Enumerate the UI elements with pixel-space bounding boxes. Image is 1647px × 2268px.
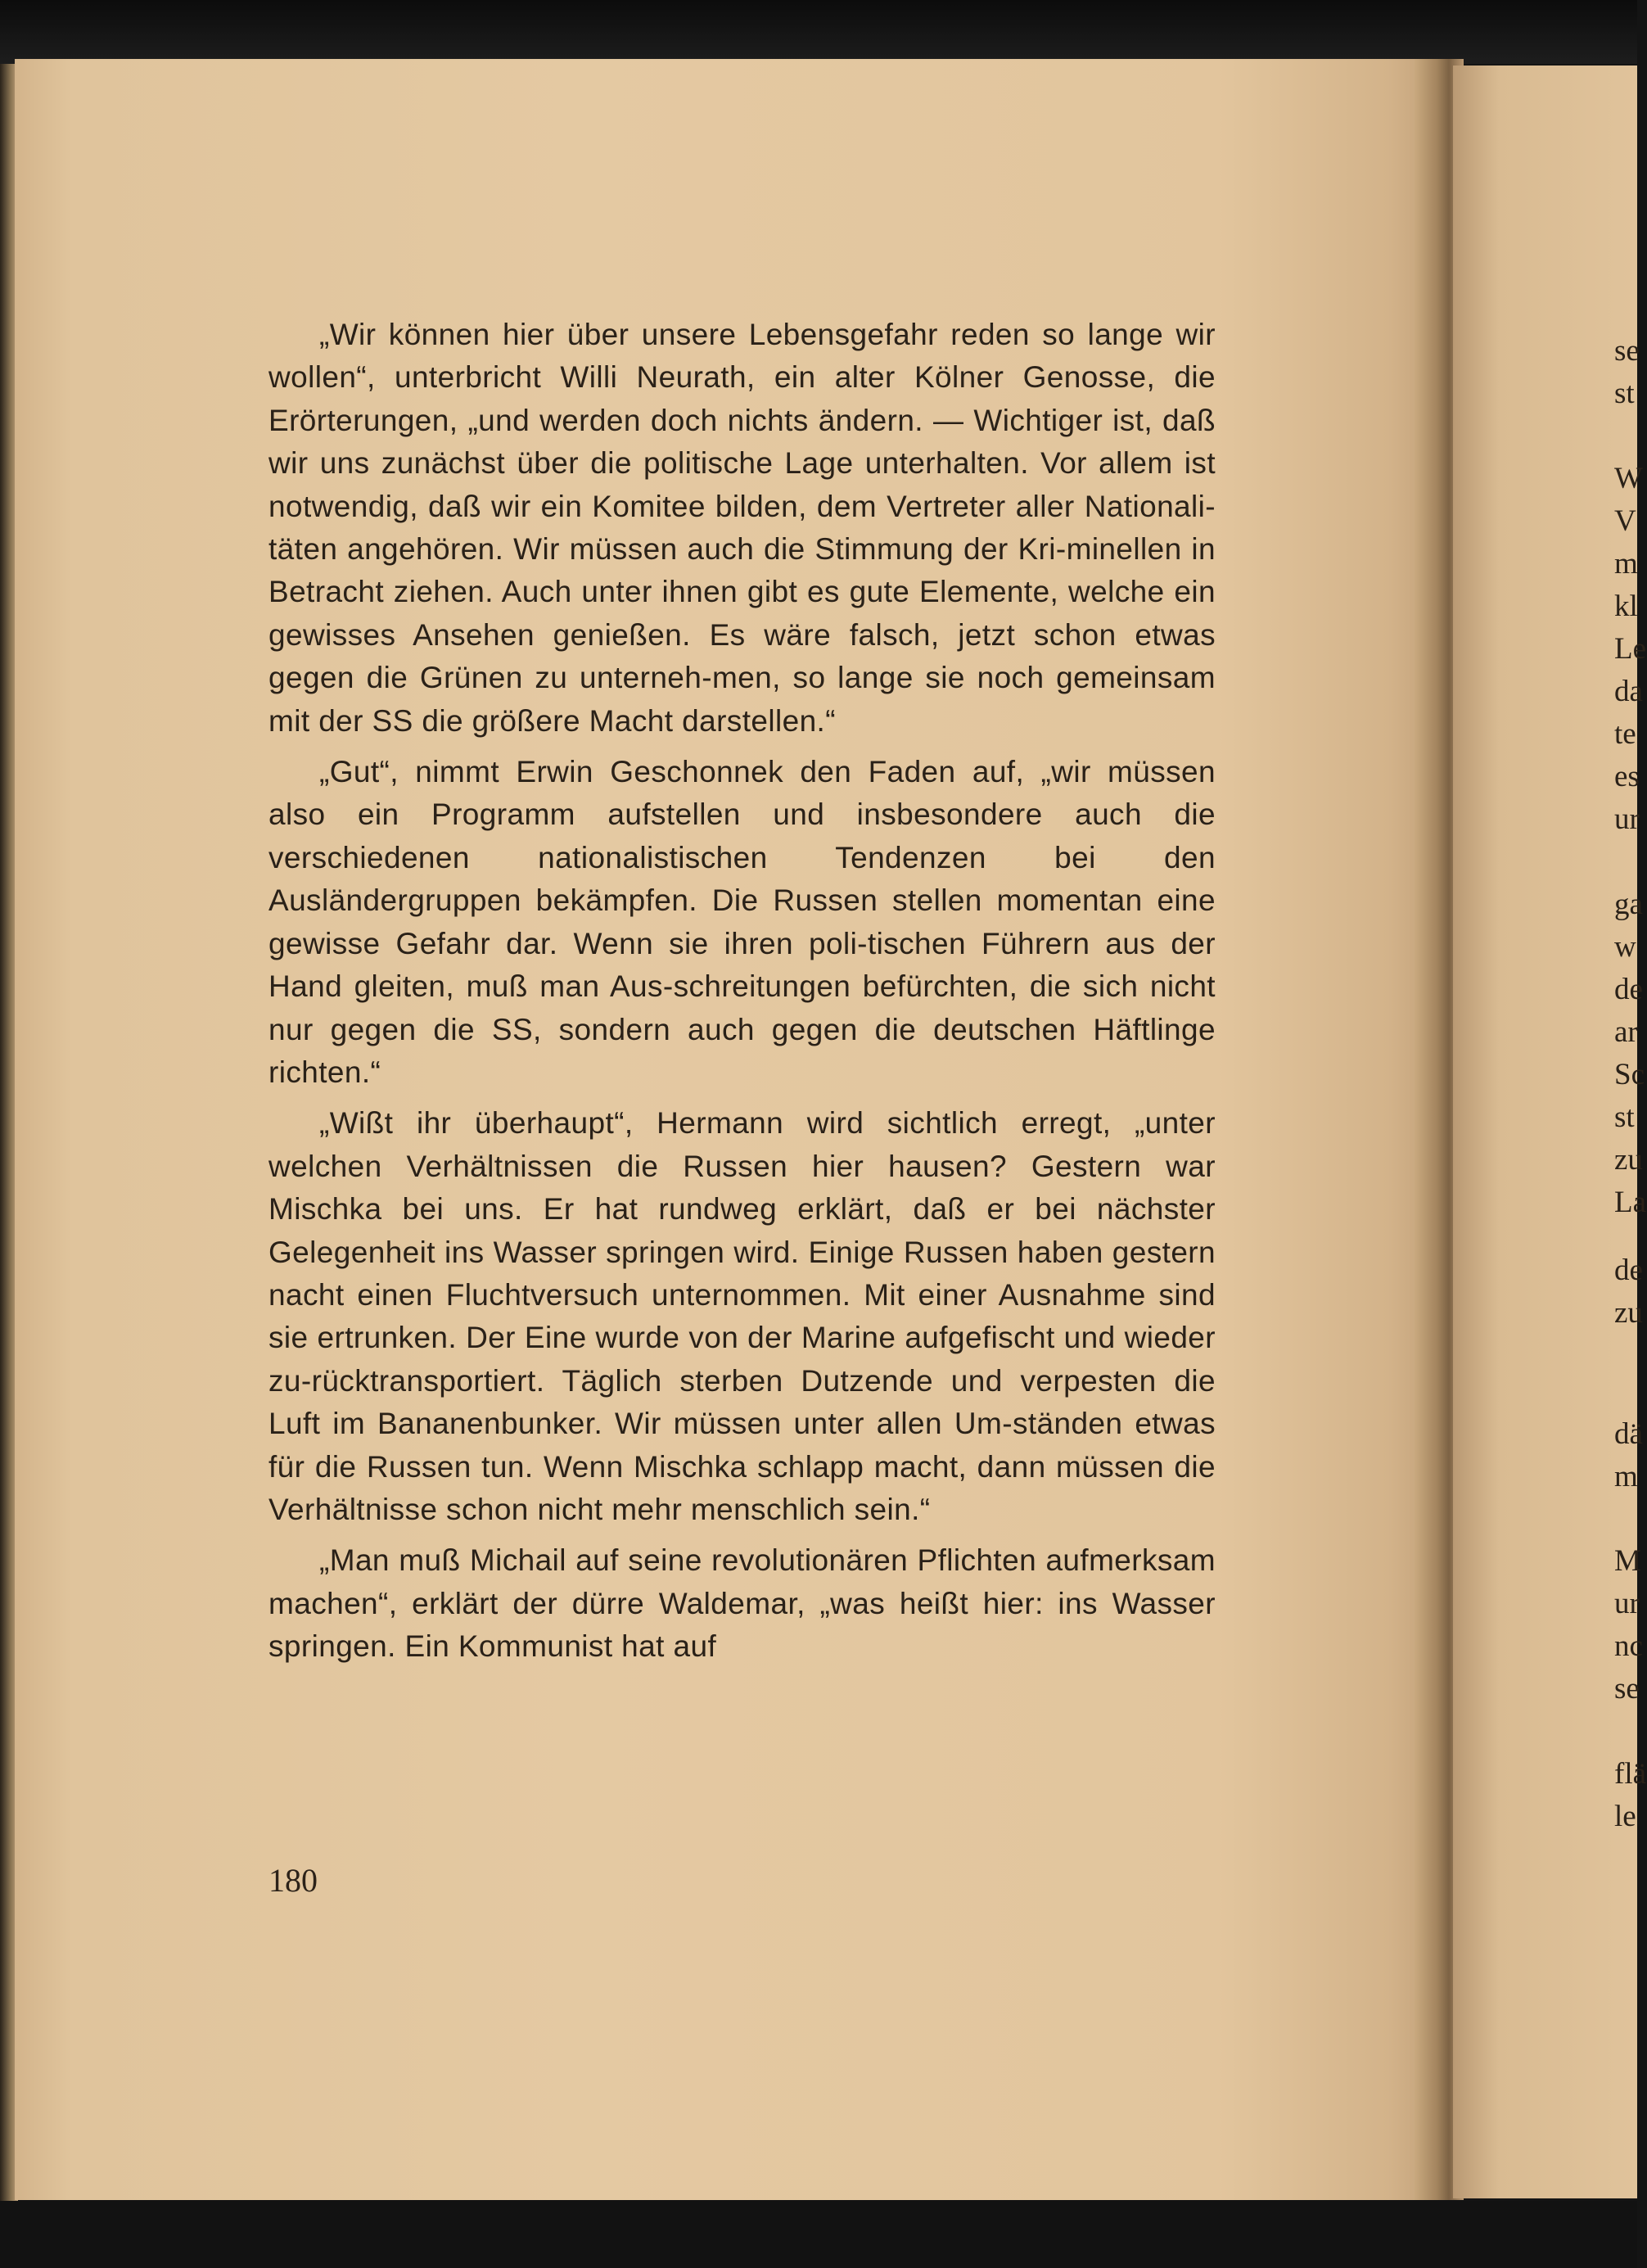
facing-fragment: st [1614,377,1635,410]
facing-fragment: zu [1614,1143,1643,1177]
facing-fragment: es [1614,760,1640,793]
facing-fragment: Le [1614,632,1647,666]
right-page [1453,66,1637,2198]
facing-fragment: kl [1614,590,1638,623]
facing-fragment: nc [1614,1629,1643,1663]
scan-bottom-border [0,2201,1637,2268]
facing-fragment: ga [1614,888,1643,921]
facing-fragment: w [1614,930,1636,964]
facing-fragment: V [1614,504,1636,538]
facing-fragment: La [1614,1186,1647,1219]
facing-fragment: dä [1614,1417,1643,1451]
facing-fragment: m [1614,1460,1638,1493]
paragraph: „Gut“, nimmt Erwin Geschonnek den Faden auf, „wir müssen also ein Programm aufstellen und insbesondere auch die verschiedenen nationalistischen Tendenzen bei den Ausländergruppen bekämpfen. Die Russen stellen momentan eine gewisse Gefahr dar. Wenn sie ihren poli-tischen Führern aus der Hand gleiten, muß man Aus-schreitungen befürchten, die sich nicht nur gegen die SS, sondern auch gegen die deutschen Häftlinge richten.“ [268,755,1216,1089]
facing-fragment: te [1614,717,1636,751]
facing-fragment: st [1614,1100,1635,1134]
facing-page-text-fragments [1614,0,1647,2268]
facing-fragment: flä [1614,1757,1647,1791]
paragraph: „Wir können hier über unsere Lebensgefahr reden so lange wir wollen“, unterbricht Willi Neurath, ein alter Kölner Genosse, die Erörterungen, „und werden doch nichts ändern. — Wichtiger ist, daß wir uns zunächst über die politische Lage unterhalten. Vor allem ist notwendig, daß wir ein Komitee bilden, dem Vertreter aller Nationali-täten angehören. Wir müssen auch die Stimmung der Kri-minellen in Betracht ziehen. Auch unter ihnen gibt es gute Elemente, welche ein gewisses Ansehen genießen. Es wäre falsch, jetzt schon etwas gegen die Grünen zu unterneh-men, so lange sie noch gemeinsam mit der SS die größere Macht darstellen.“ [268,318,1216,738]
facing-fragment: da [1614,675,1643,708]
facing-fragment: ar [1614,1015,1638,1049]
paragraph: „Man muß Michail auf seine revolutionären Pflichten aufmerksam machen“, erklärt der dürre Waldemar, „was heißt hier: ins Wasser springen. Ein Kommunist hat auf [268,1543,1216,1664]
facing-fragment: W [1614,462,1643,495]
page-number: 180 [268,1862,318,1899]
facing-fragment: Sc [1614,1058,1645,1091]
facing-fragment: m [1614,547,1638,581]
facing-fragment: de [1614,973,1643,1006]
facing-fragment: M [1614,1544,1641,1578]
facing-fragment: zu [1614,1296,1643,1330]
facing-fragment: de [1614,1254,1643,1287]
facing-fragment: ur [1614,802,1640,836]
paragraph: „Wißt ihr überhaupt“, Hermann wird sichtlich erregt, „unter welchen Verhältnissen die Russen hier hausen? Gestern war Mischka bei uns. Er hat rundweg erklärt, daß er bei nächster Gelegenheit ins Wasser springen wird. Einige Russen haben gestern nacht einen Fluchtversuch unternommen. Mit einer Ausnahme sind sie ertrunken. Der Eine wurde von der Marine aufgefischt und wieder zu-rücktransportiert. Täglich sterben Dutzende und verpesten die Luft im Bananenbunker. Wir müssen unter allen Um-ständen etwas für die Russen tun. Wenn Mischka schlapp macht, dann müssen die Verhältnisse schon nicht mehr menschlich sein.“ [268,1106,1216,1526]
facing-fragment: se [1614,334,1640,368]
facing-fragment: ur [1614,1587,1640,1620]
scan-top-border [0,0,1637,64]
body-text [268,314,1216,1669]
facing-fragment: le [1614,1800,1636,1833]
facing-fragment: se [1614,1672,1640,1706]
